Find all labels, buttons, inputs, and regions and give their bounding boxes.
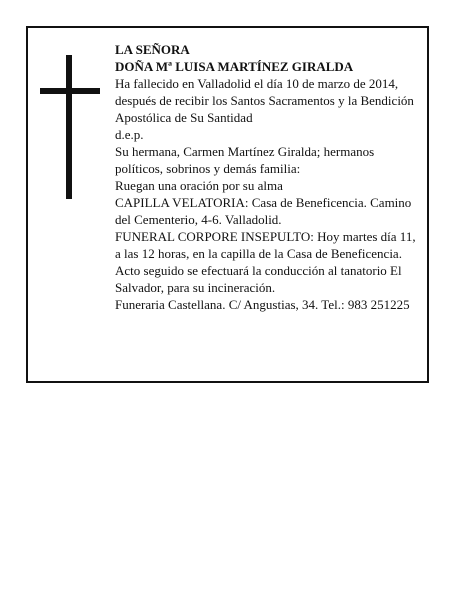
obituary-notice bbox=[26, 26, 429, 383]
death-announcement: Ha fallecido en Valladolid el día 10 de marzo de 2014, después de recibir los Santos Sacramentos y la Bendición Apostólica de Su Santidad bbox=[115, 76, 414, 125]
cross-icon bbox=[40, 55, 100, 199]
funeral-info: FUNERAL CORPORE INSEPULTO: Hoy martes día 11, a las 12 horas, en la capilla de la Casa de Beneficencia. Acto seguido se efectuará la conducción al tanatorio El Salvador, para su incineración. bbox=[115, 229, 416, 295]
obituary-text bbox=[115, 41, 420, 313]
notice-title: LA SEÑORA bbox=[115, 42, 190, 57]
rip-abbreviation: d.e.p. bbox=[115, 127, 144, 142]
cross-horizontal-bar bbox=[40, 88, 100, 94]
funeral-home-info: Funeraria Castellana. C/ Angustias, 34. Tel.: 983 251225 bbox=[115, 297, 410, 312]
cross-vertical-bar bbox=[66, 55, 72, 199]
prayer-request: Ruegan una oración por su alma bbox=[115, 178, 283, 193]
chapel-info: CAPILLA VELATORIA: Casa de Beneficencia. Camino del Cementerio, 4-6. Valladolid. bbox=[115, 195, 412, 227]
family-list: Su hermana, Carmen Martínez Giralda; hermanos políticos, sobrinos y demás familia: bbox=[115, 144, 375, 176]
deceased-name: DOÑA Mª LUISA MARTÍNEZ GIRALDA bbox=[115, 59, 354, 74]
